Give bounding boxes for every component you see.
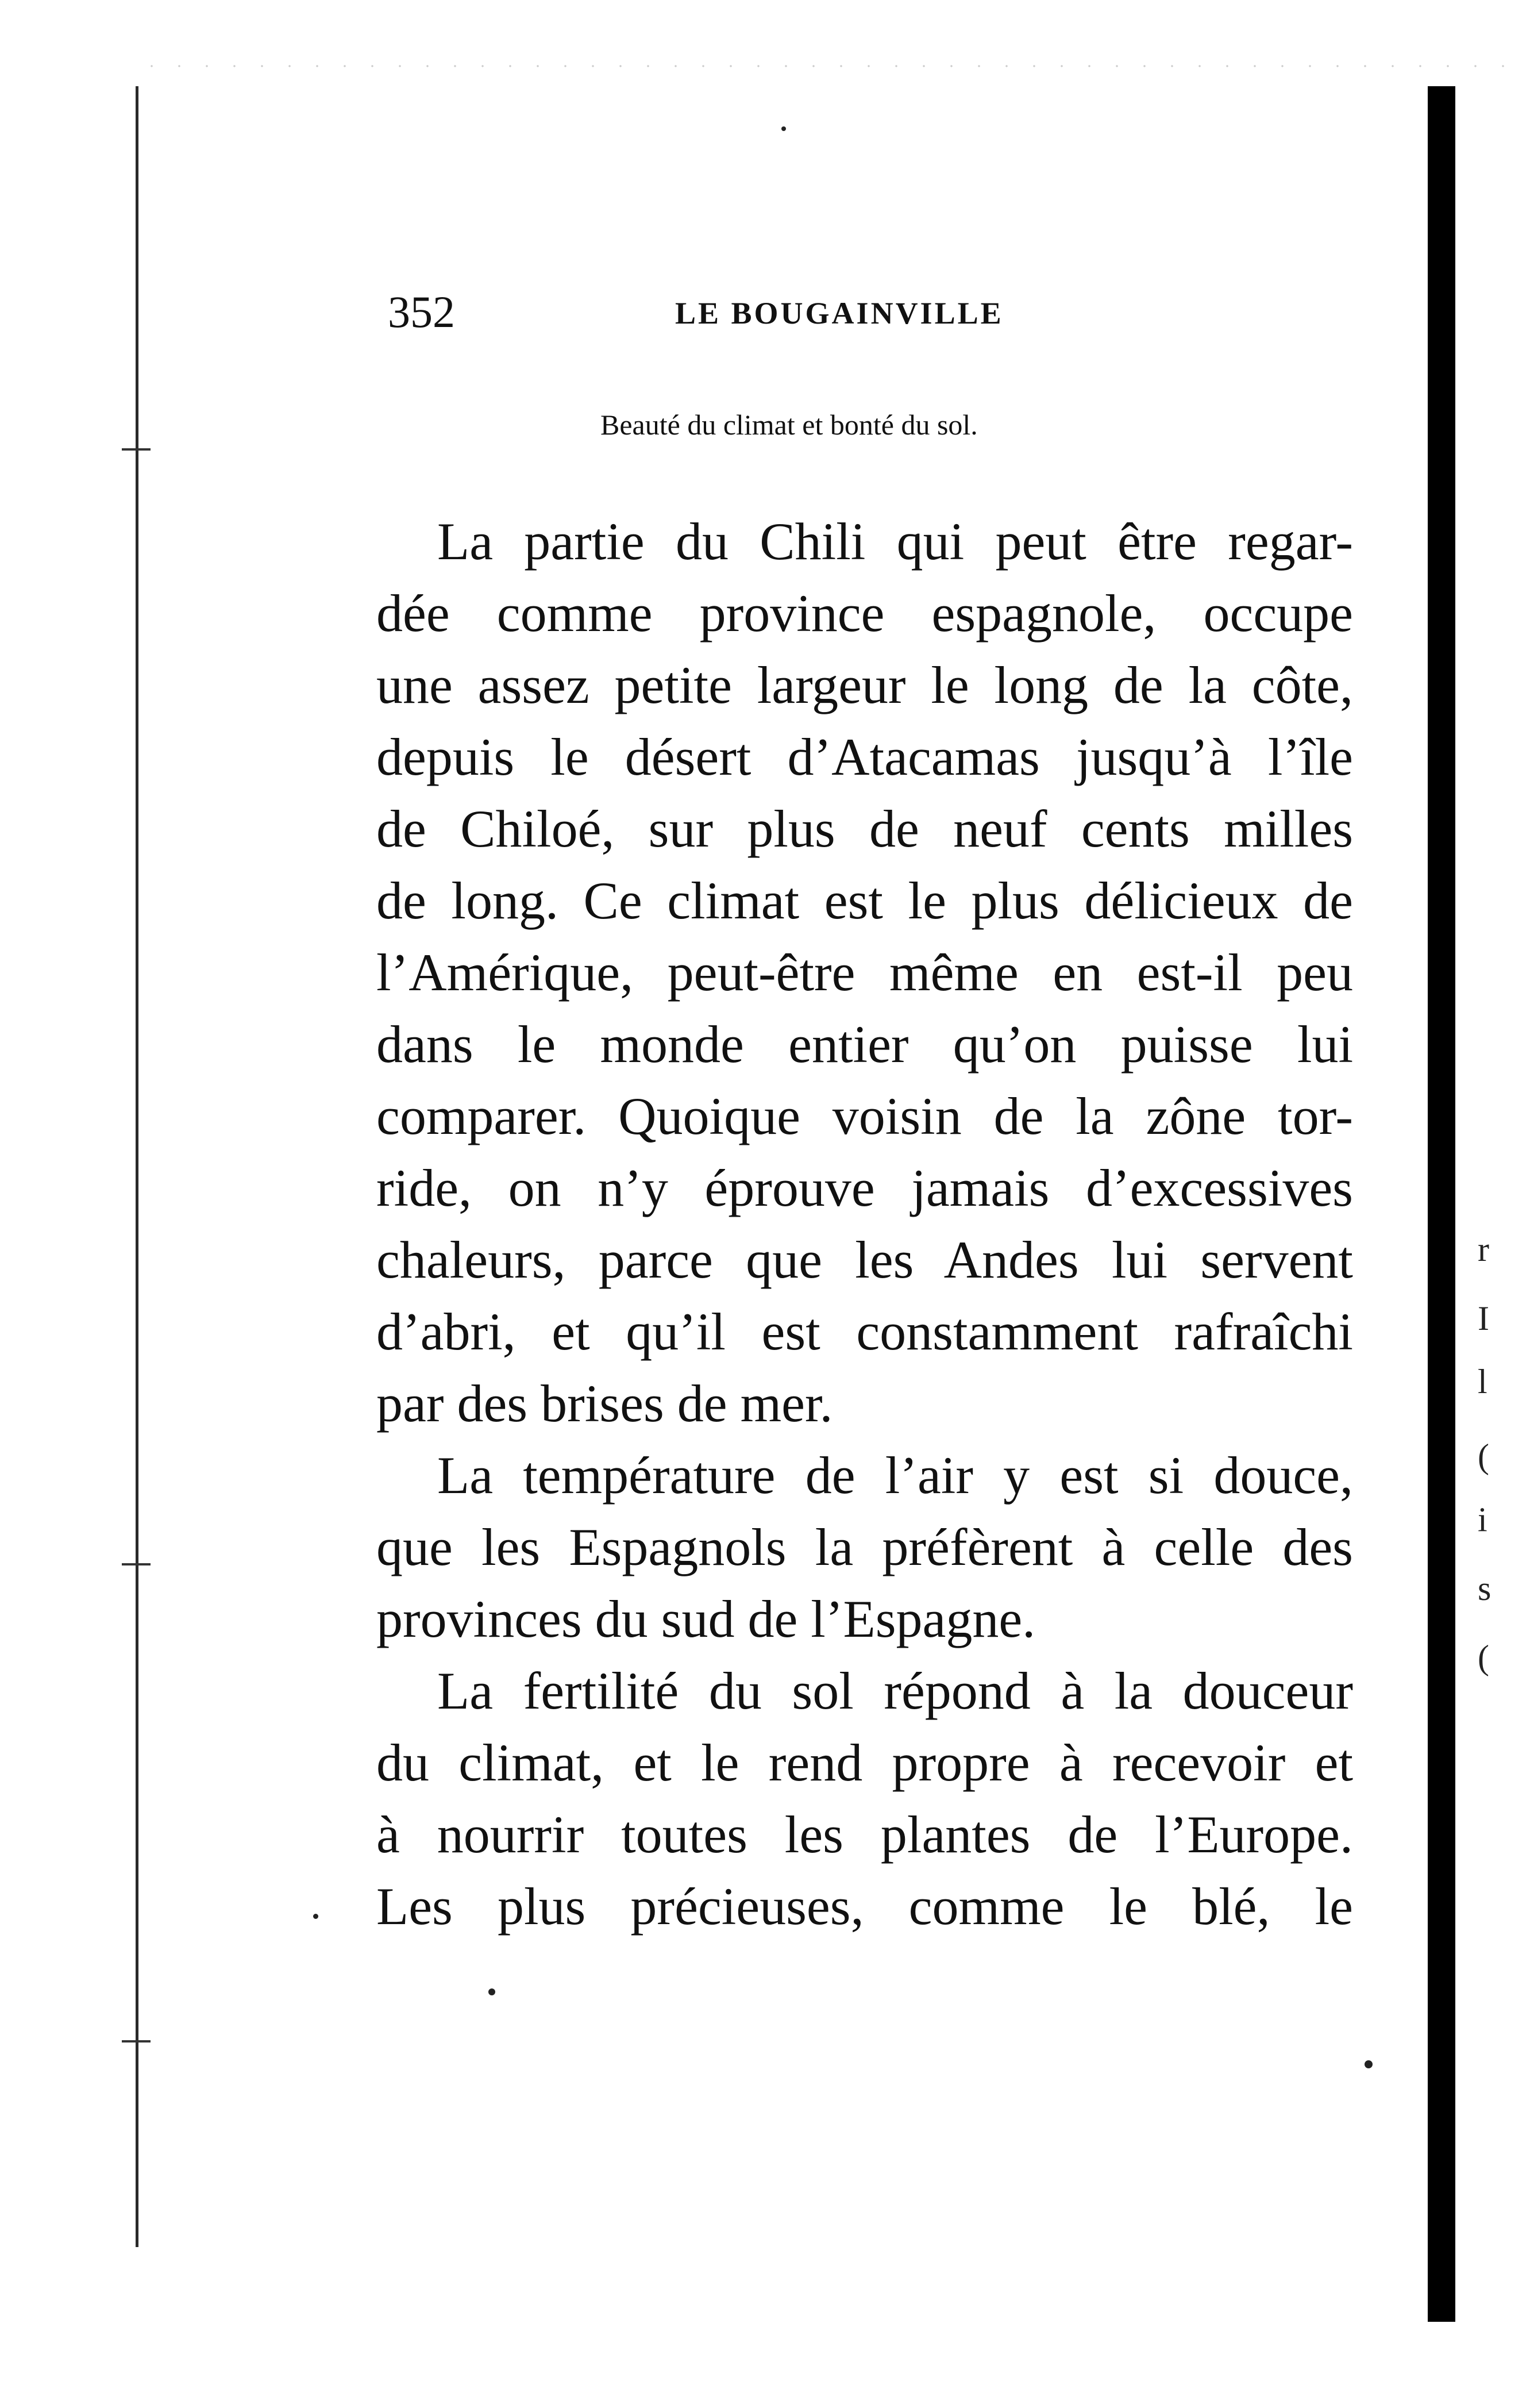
text-line: l’Amérique, peut-être même en est-il peu [376, 943, 1353, 1002]
text-line: une assez petite largeur le long de la côte, [376, 656, 1353, 714]
section-title: Beauté du climat et bonté du sol. [600, 409, 978, 441]
scan-noise [138, 57, 1517, 75]
text-line: de Chiloé, sur plus de neuf cents milles [376, 799, 1353, 858]
text-line: d’abri, et qu’il est constamment rafraîchi [376, 1302, 1353, 1361]
text-line: La fertilité du sol répond à la douceur [437, 1661, 1353, 1720]
text-line: provinces du sud de l’Espagne. [376, 1590, 1036, 1648]
text-line: La température de l’air y est si douce, [437, 1446, 1353, 1505]
running-head: LE BOUGAINVILLE [675, 296, 1004, 330]
margin-letter: r [1478, 1230, 1489, 1268]
margin-letter: l [1478, 1363, 1487, 1401]
binding-tick [122, 448, 151, 451]
text-line: La partie du Chili qui peut être regar- [437, 512, 1353, 571]
text-line: que les Espagnols la préfèrent à celle des [376, 1518, 1353, 1576]
right-page-border [1428, 86, 1455, 2322]
text-line: ride, on n’y éprouve jamais d’excessives [376, 1159, 1353, 1217]
text-line: depuis le désert d’Atacamas jusqu’à l’île [376, 728, 1353, 786]
ink-speck [488, 1988, 495, 1995]
text-line: Les plus précieuses, comme le blé, le [376, 1877, 1353, 1936]
margin-letter: s [1478, 1570, 1492, 1607]
page-binding-edge [136, 86, 138, 2247]
ink-speck [781, 126, 786, 131]
margin-letter: ( [1478, 1638, 1489, 1676]
margin-letter: I [1478, 1299, 1489, 1337]
text-line: comparer. Quoique voisin de la zône tor- [376, 1087, 1353, 1145]
text-line: à nourrir toutes les plantes de l’Europe. [376, 1805, 1353, 1864]
text-line: par des brises de mer. [376, 1374, 833, 1433]
binding-tick [122, 1563, 151, 1565]
binding-tick [122, 2040, 151, 2042]
text-line: du climat, et le rend propre à recevoir et [376, 1733, 1353, 1792]
text-line: chaleurs, parce que les Andes lui servent [376, 1230, 1353, 1289]
text-line: de long. Ce climat est le plus délicieux de [376, 871, 1353, 930]
ink-speck [1365, 2060, 1373, 2068]
body-text [376, 506, 1353, 1942]
page-number: 352 [388, 287, 455, 337]
text-line: dée comme province espagnole, occupe [376, 584, 1353, 643]
ink-speck [313, 1914, 318, 1919]
page-header [388, 286, 1066, 338]
margin-letter: ( [1478, 1437, 1489, 1475]
margin-letter: i [1478, 1501, 1487, 1538]
text-line: dans le monde entier qu’on puisse lui [376, 1015, 1353, 1074]
